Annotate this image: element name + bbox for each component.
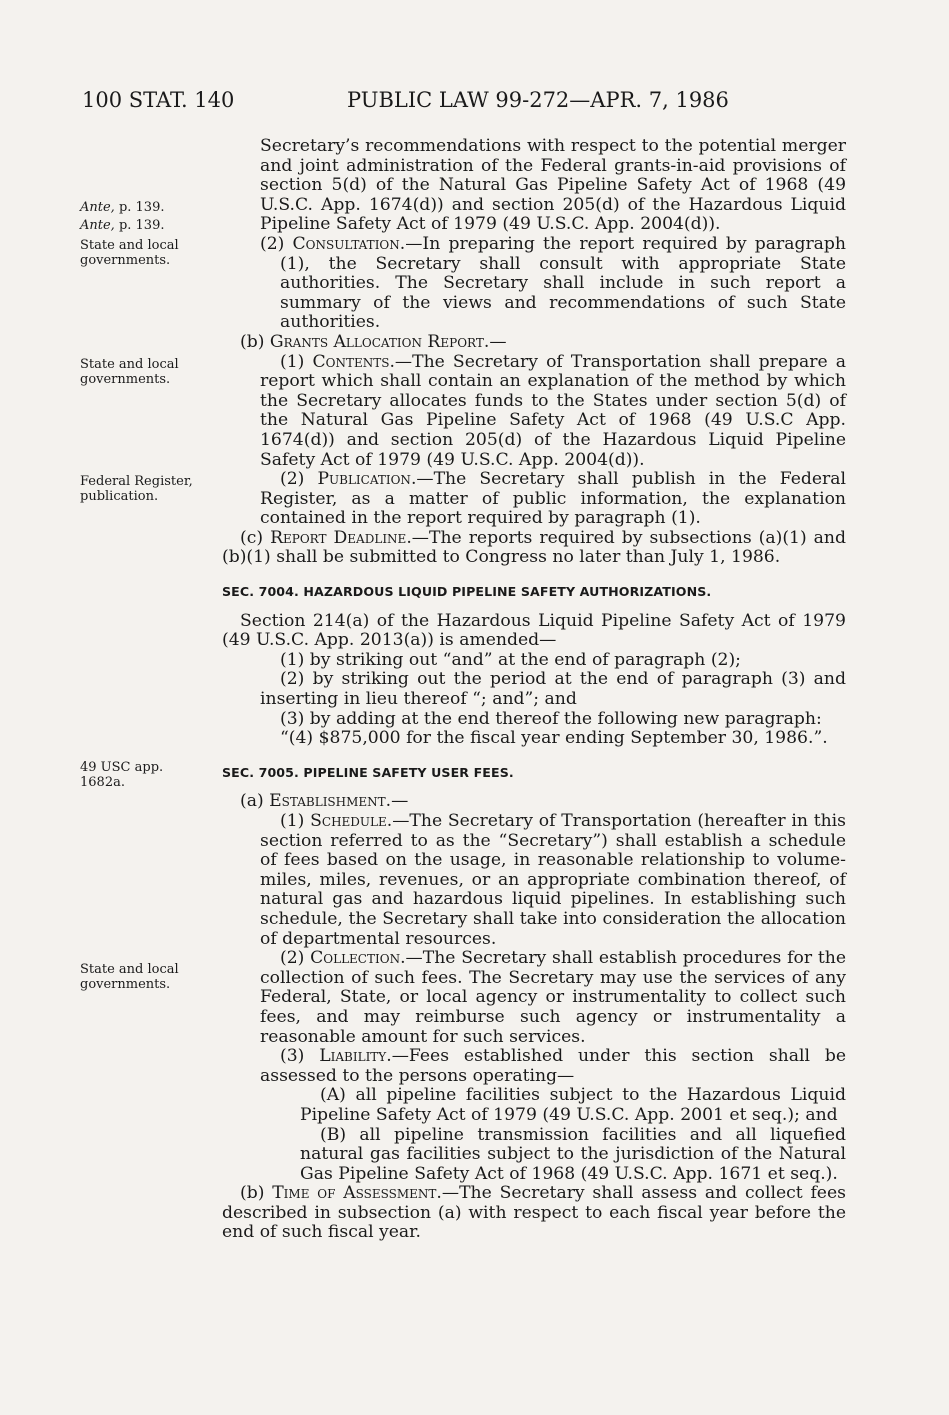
para-heading: Publication bbox=[317, 469, 411, 490]
paragraph-consultation bbox=[222, 235, 846, 333]
subsection-number: (b) bbox=[240, 331, 270, 352]
subsection-heading: Report Deadline bbox=[270, 527, 407, 548]
para-number: (2) bbox=[280, 469, 318, 490]
subsection-b-heading bbox=[222, 333, 846, 353]
liability-item-b: (B) all pipeline transmission facilities and all liquefied natural gas facilities subject to the jurisdiction of the Natural Gas Pipeline Safety Act of 1968 (49 U.S.C. App. 1671 et seq.). bbox=[300, 1124, 846, 1184]
subsection-heading: Time of Assessment bbox=[272, 1183, 437, 1204]
page-reference: 100 STAT. 140 bbox=[82, 88, 235, 112]
law-title: PUBLIC LAW 99-272—APR. 7, 1986 bbox=[347, 88, 729, 112]
para-text: .—The Secretary of Transportation (hereafter in this section referred to as the “Secretary”) shall establish a schedule of fees based on the usage, in reasonable relationship to volume-miles, miles, revenues, or an appropriate combination thereof, of natural gas and hazardous liquid pipelines. In establishing such schedule, the Secretary shall take into consideration the allocation of departmental resources. bbox=[260, 811, 846, 949]
section-7004-intro: Section 214(a) of the Hazardous Liquid Pipeline Safety Act of 1979 (49 U.S.C. App. 2013(a)) is amended— bbox=[222, 610, 846, 651]
paragraph-liability bbox=[222, 1047, 846, 1086]
subsection-c bbox=[222, 529, 846, 568]
subsection-heading: Establishment bbox=[269, 791, 386, 812]
para-heading: Contents bbox=[312, 351, 390, 372]
paragraph-collection bbox=[222, 949, 846, 1047]
section-7004-heading: SEC. 7004. HAZARDOUS LIQUID PIPELINE SAFETY AUTHORIZATIONS. bbox=[222, 584, 712, 600]
ante-ref: p. 139. bbox=[114, 218, 165, 233]
subsection-number: (c) bbox=[240, 527, 271, 548]
para-text: .—In preparing the report required by paragraph (1), the Secretary shall consult with appropriate State authorities. The Secretary shall include in such report a summary of the views and recommendations of such State authorities. bbox=[280, 233, 846, 333]
section-7004-item-2: (2) by striking out the period at the end of paragraph (3) and inserting in lieu thereof “; and”; and bbox=[260, 669, 846, 710]
section-7004-item-1: (1) by striking out “and” at the end of paragraph (2); bbox=[280, 649, 741, 670]
para-heading: Liability bbox=[319, 1046, 387, 1067]
subsection-text: .—The reports required by subsections (a)(1) and (b)(1) shall be submitted to Congress no later than July 1, 1986. bbox=[222, 527, 846, 568]
paragraph-continuation: Secretary’s recommendations with respect to the potential merger and joint administration of the Federal grants-in-aid provisions of section 5(d) of the Natural Gas Pipeline Safety Act of 1968 (49 U.S.C. App. 1674(d)) and section 205(d) of the Hazardous Liquid Pipeline Safety Act of 1979 (49 U.S.C. App. 2004(d)). bbox=[260, 136, 846, 235]
paragraph-schedule bbox=[222, 812, 846, 949]
ante-word: Ante, bbox=[80, 218, 115, 233]
section-7005-heading: SEC. 7005. PIPELINE SAFETY USER FEES. bbox=[222, 764, 514, 780]
subsection-time-of-assessment bbox=[222, 1184, 846, 1243]
margin-note-usc: 49 USC app. 1682a. bbox=[80, 760, 164, 790]
margin-note-state-local-1: State and local governments. bbox=[80, 238, 179, 268]
ante-word: Ante, bbox=[80, 200, 115, 215]
ante-ref: p. 139. bbox=[114, 200, 165, 215]
para-text: .—The Secretary shall publish in the Federal Register, as a matter of public information, the explanation contained in the report required by paragraph (1). bbox=[260, 469, 846, 529]
para-heading: Consultation bbox=[292, 233, 400, 254]
main-text-column bbox=[222, 137, 846, 1243]
subsection-text: .— bbox=[483, 331, 507, 352]
paragraph-publication bbox=[222, 470, 846, 529]
subsection-text: .—The Secretary shall assess and collect fees described in subsection (a) with respect to each fiscal year before the end of such fiscal year. bbox=[222, 1183, 846, 1243]
para-text: .—The Secretary shall establish procedures for the collection of such fees. The Secretary may use the services of any Federal, State, or local agency or instrumentality to collect such fees, and may reimburse such agency or instrumentality a reasonable amount for such services. bbox=[260, 948, 846, 1047]
margin-note-ante-1 bbox=[80, 200, 205, 215]
margin-note-state-local-3: State and local governments. bbox=[80, 962, 179, 992]
para-number: (2) bbox=[280, 948, 311, 969]
para-number: (1) bbox=[280, 351, 313, 372]
para-text: .—Fees established under this section shall be assessed to the persons operating— bbox=[260, 1046, 846, 1086]
section-7004-item-3: (3) by adding at the end thereof the following new paragraph: bbox=[280, 708, 822, 729]
page-header bbox=[82, 88, 862, 118]
subsection-number: (b) bbox=[240, 1183, 273, 1204]
para-text: .—The Secretary of Transportation shall prepare a report which shall contain an explanation of the method by which the Secretary allocates funds to the States under section 5(d) of the Natural Gas Pipeline Safety Act of 1968 (49 U.S.C App. 1674(d)) and section 205(d) of the Hazardous Liquid Pipeline Safety Act of 1979 (49 U.S.C. App. 2004(d)). bbox=[260, 351, 846, 470]
paragraph-contents bbox=[222, 353, 846, 471]
para-number: (2) bbox=[260, 233, 293, 254]
section-7004-item-4: “(4) $875,000 for the fiscal year ending September 30, 1986.”. bbox=[280, 728, 828, 749]
para-number: (1) bbox=[280, 811, 311, 831]
para-heading: Schedule bbox=[310, 811, 387, 831]
para-number: (3) bbox=[280, 1046, 320, 1067]
subsection-heading: Grants Allocation Report bbox=[269, 331, 484, 352]
liability-item-a: (A) all pipeline facilities subject to the Hazardous Liquid Pipeline Safety Act of 1979 (49 U.S.C. App. 2001 et seq.); and bbox=[300, 1085, 846, 1125]
subsection-number: (a) bbox=[240, 791, 270, 812]
margin-note-ante-2 bbox=[80, 218, 205, 233]
para-heading: Collection bbox=[310, 948, 401, 969]
subsection-text: .— bbox=[385, 791, 409, 812]
margin-note-federal-register: Federal Register, publication. bbox=[80, 474, 193, 504]
margin-note-state-local-2: State and local governments. bbox=[80, 357, 179, 387]
subsection-a-heading bbox=[222, 792, 846, 812]
